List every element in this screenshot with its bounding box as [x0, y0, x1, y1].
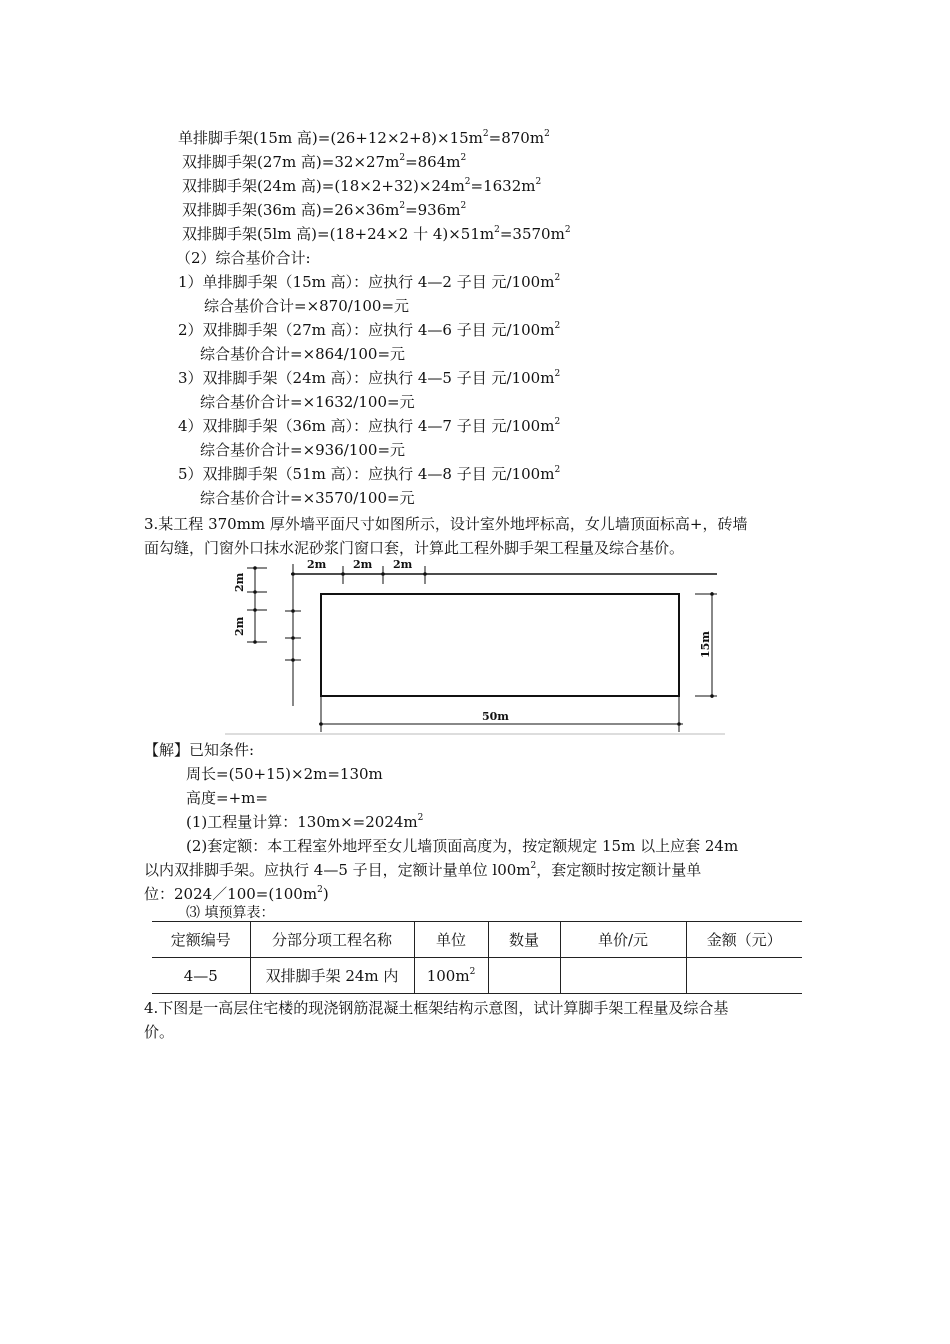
dim-bottom-label: 50m — [482, 710, 509, 723]
wall-plan-figure — [225, 556, 725, 736]
header-price: 单价/元 — [560, 922, 686, 958]
cell-qty — [488, 958, 560, 994]
section-heading-2: （2）综合基价合计: — [176, 249, 311, 267]
calc-2-line-2: 以内双排脚手架。应执行 4—5 子目，定额计量单位 $l00m^2$，套定额时按定额计量单 — [144, 861, 702, 879]
calc-2-line-1: (2)套定额：本工程室外地坪至女儿墙顶面高度为，按定额规定 15m 以上应套 24m — [186, 837, 739, 855]
line-double-36m: 双排脚手架(36m 高)$=26\times 36m^2=936m^2$ — [182, 201, 467, 219]
dim-top-3-label: 2m — [393, 558, 413, 571]
item-1-sum: 综合基价合计=×870/100=元 — [204, 297, 410, 315]
cell-amount — [686, 958, 802, 994]
cell-price — [560, 958, 686, 994]
calc-1-line: (1)工程量计算：$130m\times=2024m^2$ — [186, 813, 424, 831]
header-name: 分部分项工程名称 — [250, 922, 414, 958]
line-double-27m: 双排脚手架(27m 高)$=32\times 27m^2=864m^2$ — [182, 153, 467, 171]
header-qty: 数量 — [488, 922, 560, 958]
table-header-row — [152, 922, 802, 958]
table-row — [152, 958, 802, 994]
table-heading: ⑶ 填预算表： — [186, 905, 275, 921]
header-code: 定额编号 — [152, 922, 250, 958]
line-single-15m: 单排脚手架(15m 高)$=(26+12\times 2+8)\times 15m^2=870m^2$ — [178, 129, 550, 147]
cell-code: 4—5 — [152, 958, 250, 994]
question-3-line-2: 面勾缝，门窗外口抹水泥砂浆门窗口套，计算此工程外脚手架工程量及综合基价。 — [144, 539, 685, 557]
budget-table — [152, 921, 802, 994]
question-4-line-1: 4.下图是一高层住宅楼的现浇钢筋混凝土框架结构示意图，试计算脚手架工程量及综合基 — [144, 999, 729, 1017]
line-double-51m: 双排脚手架(5lm 高)=(18+24×2 十 $4)\times 51m^2=3570m^2$ — [182, 225, 571, 243]
cell-name: 双排脚手架 24m 内 — [250, 958, 414, 994]
item-2-sum: 综合基价合计=×864/100=元 — [200, 345, 406, 363]
dim-left-1-label: 2m — [233, 572, 246, 592]
header-unit: 单位 — [414, 922, 488, 958]
item-5-sum: 综合基价合计=×3570/100=元 — [200, 489, 415, 507]
dim-left-2-label: 2m — [233, 616, 246, 636]
item-5: 5）双排脚手架（51m 高）：应执行 4—8 子目 元$/100m^2$ — [178, 465, 561, 483]
question-4-line-2: 价。 — [144, 1023, 175, 1041]
solution-heading: 【解】已知条件: — [144, 741, 255, 759]
item-2: 2）双排脚手架（27m 高）：应执行 4—6 子目 元$/100m^2$ — [178, 321, 561, 339]
dim-top-2-label: 2m — [353, 558, 373, 571]
item-3: 3）双排脚手架（24m 高）：应执行 4—5 子目 元$/100m^2$ — [178, 369, 561, 387]
item-4-sum: 综合基价合计=×936/100=元 — [200, 441, 406, 459]
item-4: 4）双排脚手架（36m 高）：应执行 4—7 子目 元$/100m^2$ — [178, 417, 561, 435]
cell-unit: $100m^2$ — [414, 958, 488, 994]
height-line: 高度=+m= — [186, 789, 268, 807]
perimeter-line: 周长=(50+15)×2m=130m — [186, 765, 383, 783]
question-3-line-1: 3.某工程 370mm 厚外墙平面尺寸如图所示，设计室外地坪标高，女儿墙顶面标高+，砖墙 — [144, 515, 748, 533]
dim-right-label: 15m — [699, 631, 712, 658]
item-3-sum: 综合基价合计=×1632/100=元 — [200, 393, 415, 411]
dim-top-1-label: 2m — [307, 558, 327, 571]
item-1: 1）单排脚手架（15m 高）：应执行 4—2 子目 元$/100m^2$ — [178, 273, 561, 291]
calc-2-line-3: 位：$2024/100=(100m^2)$ — [144, 885, 329, 903]
header-amount: 金额（元） — [686, 922, 802, 958]
line-double-24m: 双排脚手架(24m 高)$=(18\times 2+32)\times 24m^2=1632m^2$ — [182, 177, 542, 195]
